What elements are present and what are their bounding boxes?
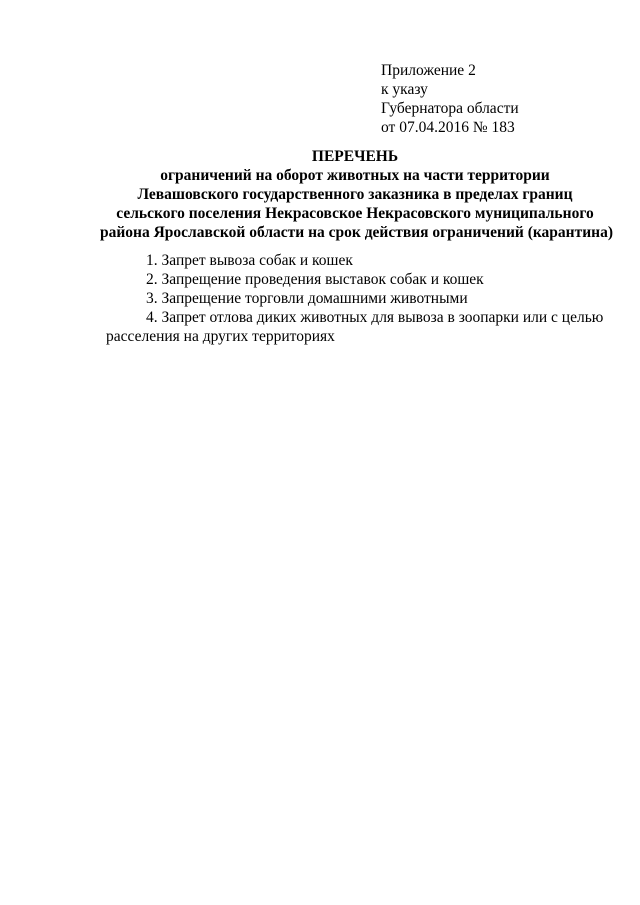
- list-item: 1. Запрет вывоза собак и кошек: [146, 252, 353, 269]
- list-item: 3. Запрещение торговли домашними животными: [146, 290, 468, 307]
- list-item: 2. Запрещение проведения выставок собак и кошек: [146, 271, 484, 288]
- restrictions-list: [106, 251, 606, 346]
- appendix-date-number: от 07.04.2016 № 183: [381, 119, 515, 136]
- title-line-2: Левашовского государственного заказника в пределах границ: [137, 186, 573, 203]
- appendix-reference: [381, 61, 519, 137]
- appendix-number: Приложение 2: [381, 62, 476, 79]
- title-line-3: сельского поселения Некрасовское Некрасовского муниципального: [116, 205, 594, 222]
- appendix-decree-label: к указу: [381, 81, 428, 98]
- document-title: [100, 147, 613, 242]
- list-item: 4. Запрет отлова диких животных для вывоза в зоопарки или с целью расселения на других территориях: [106, 309, 604, 345]
- title-line-1: ограничений на оборот животных на части территории: [160, 167, 550, 184]
- title-line-4: района Ярославской области на срок действия ограничений (карантина): [100, 224, 613, 241]
- title-heading: ПЕРЕЧЕНЬ: [311, 148, 399, 165]
- appendix-issuer: Губернатора области: [381, 100, 519, 117]
